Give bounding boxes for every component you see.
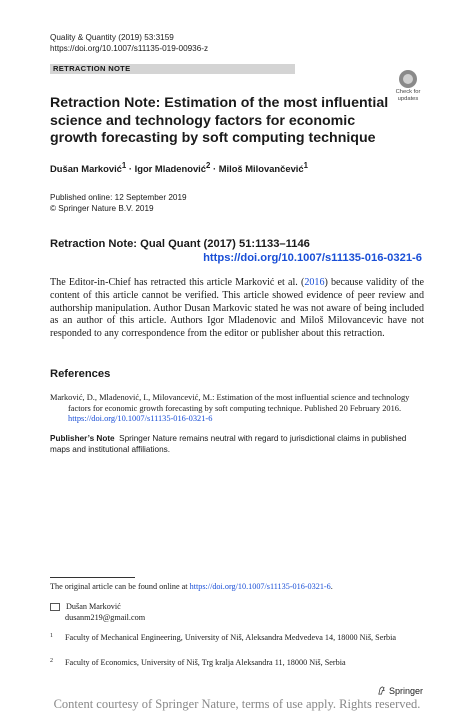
article-title: Retraction Note: Estimation of the most influential science and technology factors for economic growth forecasting by soft computing technique — [50, 95, 389, 146]
corresponding-name: Dušan Marković — [66, 602, 121, 611]
original-article-link[interactable]: https://doi.org/10.1007/s11135-016-0321-6 — [189, 582, 331, 591]
article-doi[interactable]: https://doi.org/10.1007/s11135-019-00936-z — [50, 44, 209, 53]
publication-info — [50, 193, 187, 214]
retraction-doi-link[interactable]: https://doi.org/10.1007/s11135-016-0321-6 — [203, 252, 422, 264]
corresponding-email[interactable]: dusanm219@gmail.com — [65, 612, 146, 622]
courtesy-notice: Content courtesy of Springer Nature, terms of use apply. Rights reserved. — [53, 697, 421, 711]
envelope-icon — [50, 603, 60, 611]
corresponding-author — [50, 602, 145, 623]
publishers-note-text: Springer Nature remains neutral with regard to jurisdictional claims in published maps and institutional affiliations. — [50, 434, 407, 454]
citation-year-link[interactable]: 2016 — [304, 277, 325, 288]
author-affiliation-sup: 1 — [121, 161, 127, 170]
footnote-rule — [50, 577, 135, 578]
author-name[interactable]: Igor Mladenović — [134, 163, 206, 175]
journal-citation: Quality & Quantity (2019) 53:3159 — [50, 33, 174, 42]
body-text-part: ) because validity of the content of this article cannot be verified. This article showed evidence of peer review and authorship manipulation. Author Dusan Markovic stated he was not aware of being included as an author of this article. Authors Igor Mladenovic and Miloš Milovancevic have not responded to any correspondence from the editor or publisher about this retraction. — [50, 277, 424, 340]
affiliation-item — [50, 633, 424, 644]
retraction-heading — [50, 237, 422, 265]
author-list — [50, 160, 308, 175]
check-for-updates-text: Check for updates — [395, 89, 421, 102]
affiliation-number: 1 — [50, 633, 53, 639]
reference-text: Marković, D., Mladenović, I., Milovancević, M.: Estimation of the most influential science and technology factors for economic growth forecasting by soft computing technique. Published 20 February 2016. — [50, 393, 410, 413]
check-for-updates-icon — [399, 70, 417, 88]
references-heading: References — [50, 368, 111, 380]
reference-doi-link[interactable]: https://doi.org/10.1007/s11135-016-0321-6 — [68, 414, 213, 424]
affiliation-text: Faculty of Economics, University of Niš, Trg kralja Aleksandra 11, 18000 Niš, Serbia — [65, 658, 346, 667]
author-name[interactable]: Miloš Milovančević — [218, 163, 304, 175]
affiliation-text: Faculty of Mechanical Engineering, University of Niš, Aleksandra Medvedeva 14, 18000 Niš, Serbia — [65, 633, 397, 642]
retraction-citation: Retraction Note: Qual Quant (2017) 51:1133–1146 — [50, 238, 310, 250]
publisher-logo-text: Springer — [389, 686, 424, 696]
body-text-part: The Editor-in-Chief has retracted this article Marković et al. ( — [50, 277, 305, 288]
author-separator: · — [126, 163, 135, 175]
reference-item — [50, 393, 424, 425]
springer-horse-icon — [377, 686, 386, 695]
published-date: Published online: 12 September 2019 — [50, 193, 187, 202]
author-affiliation-sup: 1 — [303, 161, 308, 170]
retraction-body — [50, 277, 424, 341]
original-article-suffix: . — [330, 582, 333, 591]
original-article-text: The original article can be found online at — [50, 582, 190, 591]
author-name[interactable]: Dušan Marković — [50, 163, 122, 175]
author-separator: · — [210, 163, 219, 175]
affiliation-item — [50, 658, 424, 669]
publishers-note — [50, 434, 424, 455]
section-label: RETRACTION NOTE — [53, 64, 131, 73]
publishers-note-label: Publisher’s Note — [50, 434, 115, 443]
original-article-note — [50, 582, 333, 593]
author-affiliation-sup: 2 — [205, 161, 211, 170]
journal-header — [50, 32, 208, 54]
copyright: © Springer Nature B.V. 2019 — [50, 203, 154, 213]
affiliation-number: 2 — [50, 658, 53, 664]
check-for-updates-badge[interactable] — [392, 70, 424, 104]
